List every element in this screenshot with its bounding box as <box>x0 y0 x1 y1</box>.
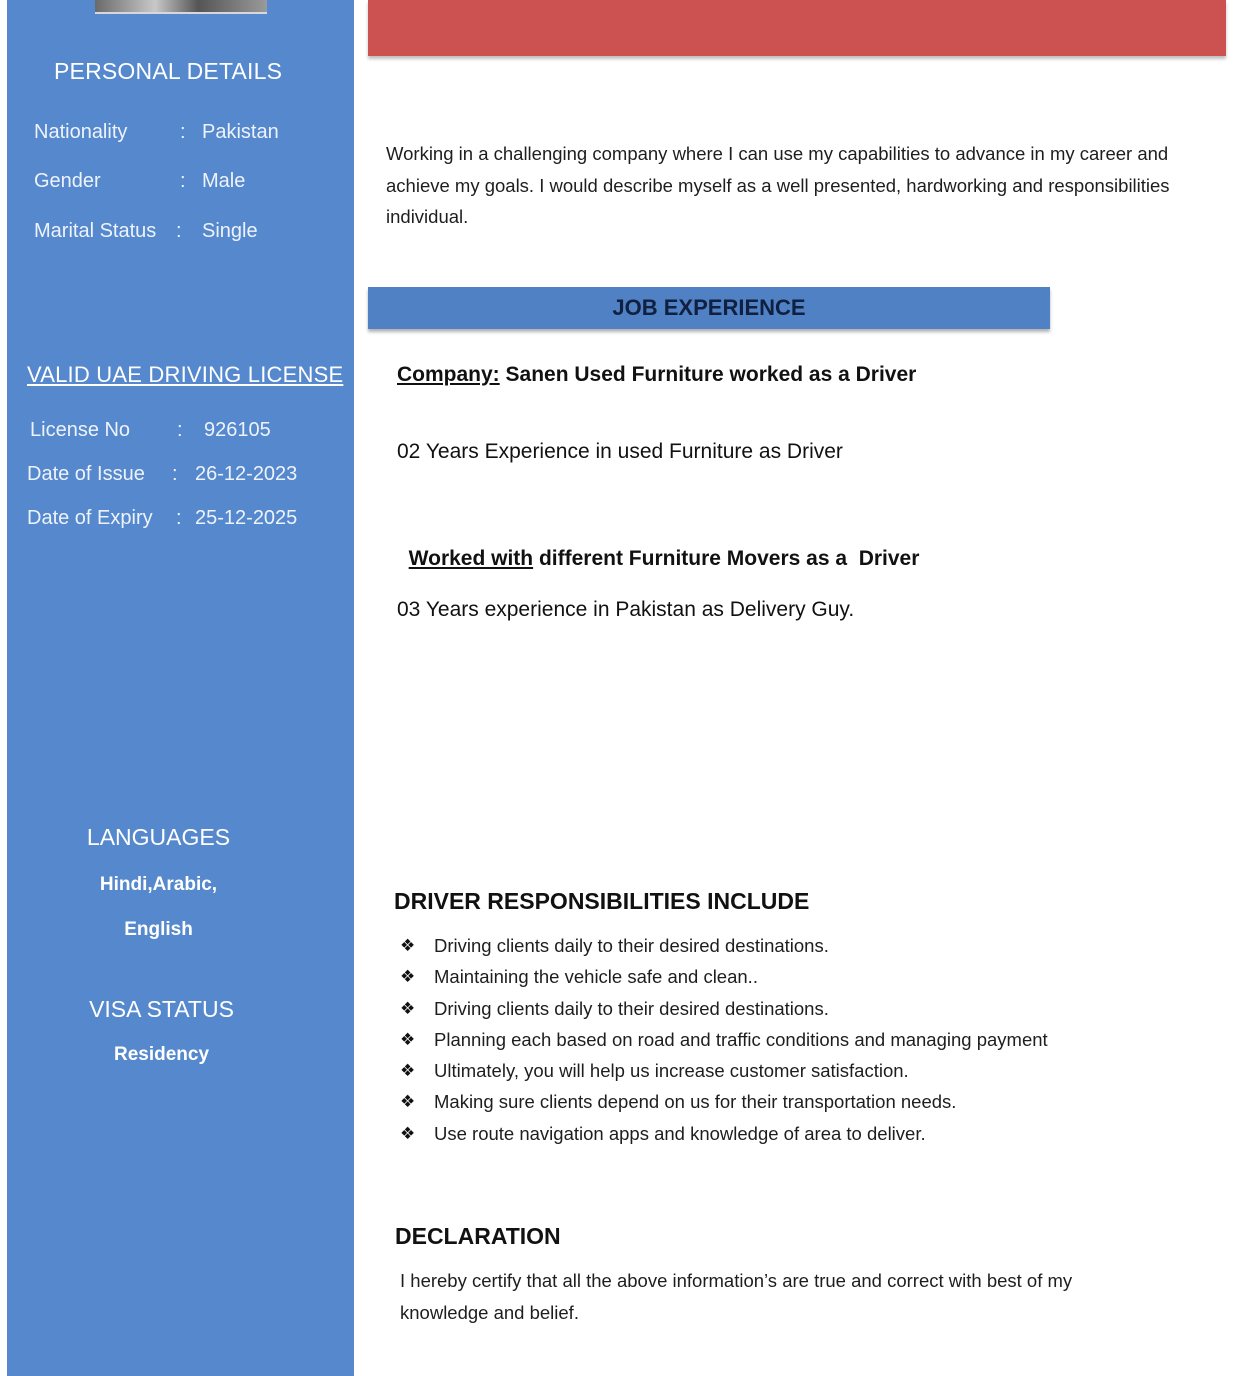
license-label: Date of Issue <box>27 463 145 485</box>
list-item <box>400 1024 1048 1055</box>
diamond-bullet-icon: ❖ <box>400 998 416 1018</box>
company-label: Company: <box>397 363 500 386</box>
list-item-text: Maintaining the vehicle safe and clean.. <box>434 966 758 988</box>
list-item <box>400 1118 1048 1149</box>
declaration-text: I hereby certify that all the above information’s are true and correct with best of my knowledge and belief. <box>400 1270 1073 1323</box>
languages-line-1: Hindi,Arabic, <box>99 874 218 895</box>
second-job-label: Worked with <box>408 547 534 570</box>
visa-status-value: Residency <box>113 1044 210 1065</box>
header-name-bar <box>368 0 1226 56</box>
declaration-heading: DECLARATION <box>395 1223 561 1249</box>
license-row-expiry <box>27 507 298 622</box>
list-item <box>400 1055 1048 1086</box>
job-experience-heading: JOB EXPERIENCE <box>612 295 806 320</box>
list-item-text: Planning each based on road and traffic conditions and managing payment <box>434 1028 1048 1050</box>
diamond-bullet-icon: ❖ <box>400 1092 416 1112</box>
detail-separator: : <box>176 220 182 242</box>
company-experience-detail: 02 Years Experience in used Furniture as Driver <box>397 440 843 463</box>
detail-value: Male <box>202 170 246 192</box>
license-value: 26-12-2023 <box>195 463 298 485</box>
company-name: Sanen Used Furniture worked as a Driver <box>499 363 917 386</box>
diamond-bullet-icon: ❖ <box>400 936 416 955</box>
detail-value: Single <box>202 220 258 242</box>
list-item <box>400 961 1048 992</box>
detail-value: Pakistan <box>202 121 279 143</box>
responsibilities-heading: DRIVER RESPONSIBILITIES INCLUDE <box>394 888 810 914</box>
list-item <box>400 1086 1048 1117</box>
visa-status-heading: VISA STATUS <box>89 996 234 1022</box>
second-job-title: different Furniture Movers as a Driver <box>533 547 920 570</box>
license-value: 25-12-2025 <box>195 507 298 529</box>
diamond-bullet-icon: ❖ <box>400 1061 416 1081</box>
second-job-experience-detail: 03 Years experience in Pakistan as Delivery Guy. <box>397 598 855 621</box>
diamond-bullet-icon: ❖ <box>400 1029 416 1049</box>
list-item-text: Use route navigation apps and knowledge of area to deliver. <box>434 1122 926 1144</box>
diamond-bullet-icon: ❖ <box>400 967 416 987</box>
responsibilities-list <box>400 930 1048 1149</box>
license-separator: : <box>177 419 183 441</box>
license-label: Date of Expiry <box>27 507 153 529</box>
detail-separator: : <box>180 170 186 192</box>
detail-separator: : <box>180 121 186 143</box>
list-item <box>400 993 1048 1024</box>
objective-paragraph: Working in a challenging company where I can use my capabilities to advance in my career and achieve my goals. I would describe myself as a well presented, hardworking and responsibilities individual. <box>386 143 1170 227</box>
company-line <box>397 363 916 387</box>
list-item-text: Ultimately, you will help us increase customer satisfaction. <box>434 1060 909 1082</box>
detail-label: Gender <box>34 170 101 192</box>
languages-heading: LANGUAGES <box>86 824 231 850</box>
personal-details-heading: PERSONAL DETAILS <box>54 58 283 84</box>
languages-line-2: English <box>124 919 193 940</box>
detail-label: Marital Status <box>34 220 157 242</box>
license-label: License No <box>30 419 131 441</box>
detail-row-marital-status <box>34 220 258 335</box>
license-heading: VALID UAE DRIVING LICENSE <box>27 362 344 387</box>
job-experience-header <box>368 287 1050 329</box>
license-separator: : <box>176 507 182 529</box>
sidebar <box>7 0 354 1376</box>
detail-label: Nationality <box>34 121 128 143</box>
list-item-text: Driving clients daily to their desired destinations. <box>434 935 829 956</box>
diamond-bullet-icon: ❖ <box>400 1123 416 1143</box>
list-item-text: Making sure clients depend on us for their transportation needs. <box>434 1091 957 1113</box>
second-job-line <box>397 523 919 571</box>
profile-photo <box>95 0 267 14</box>
list-item <box>400 930 1048 961</box>
license-separator: : <box>172 463 178 485</box>
license-value: 926105 <box>204 419 271 441</box>
list-item-text: Driving clients daily to their desired destinations. <box>434 997 829 1019</box>
